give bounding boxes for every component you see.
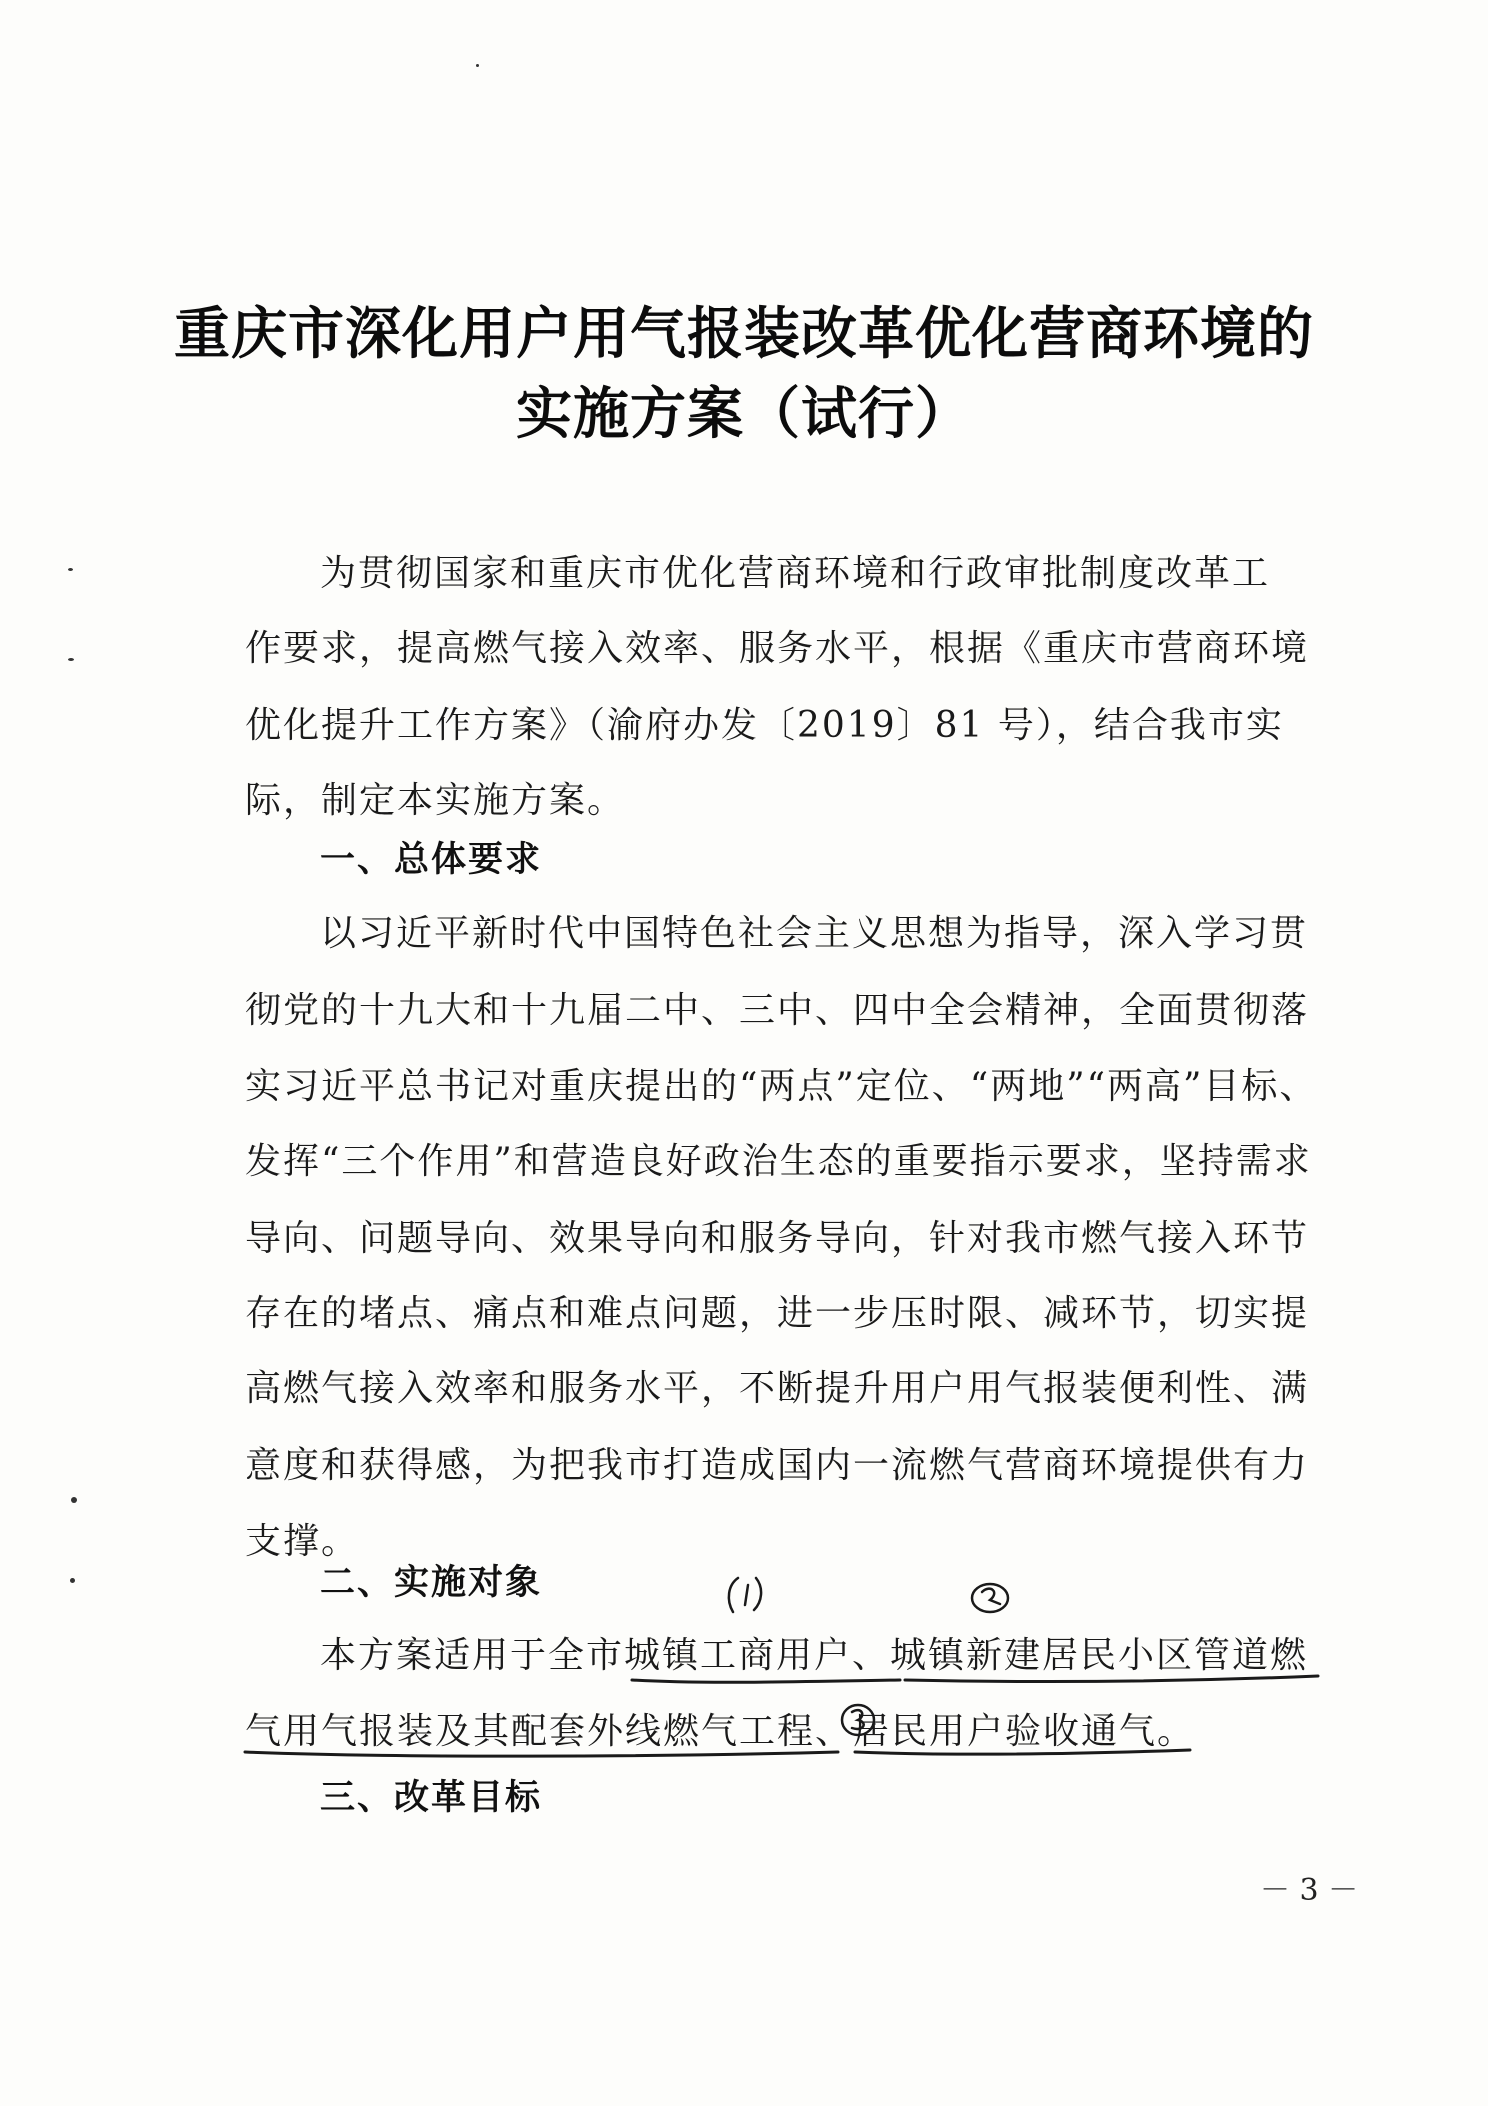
intro-line: 际，制定本实施方案。 — [245, 780, 626, 821]
section1-line: 导向、问题导向、效果导向和服务导向，针对我市燃气接入环节 — [245, 1218, 1310, 1259]
document-title-line1: 重庆市深化用户用气报装改革优化营商环境的 — [174, 301, 1314, 367]
scan-speck — [476, 64, 479, 67]
scan-speck — [70, 1578, 75, 1583]
section1-line: 高燃气接入效率和服务水平，不断提升用户用气报装便利性、满 — [245, 1368, 1310, 1409]
intro-line: 优化提升工作方案》（渝府办发〔2019〕81 号），结合我市实 — [245, 705, 1284, 746]
handwritten-mark-1 — [729, 1578, 738, 1612]
intro-line: 作要求，提高燃气接入效率、服务水平，根据《重庆市营商环境 — [245, 628, 1310, 669]
section-heading: 二、实施对象 — [320, 1563, 543, 1603]
handwritten-mark-1 — [745, 1585, 748, 1605]
section1-line: 意度和获得感，为把我市打造成国内一流燃气营商环境提供有力 — [245, 1445, 1310, 1486]
section1-line: 存在的堵点、痛点和难点问题，进一步压时限、减环节，切实提 — [245, 1293, 1310, 1334]
handwritten-mark-1 — [754, 1578, 761, 1610]
scan-speck — [68, 568, 73, 571]
section2-line: 本方案适用于全市城镇工商用户、城镇新建居民小区管道燃 — [320, 1635, 1309, 1676]
section1-line: 实习近平总书记对重庆提出的“两点”定位、“两地”“两高”目标、 — [245, 1066, 1318, 1107]
section1-line: 支撑。 — [245, 1521, 360, 1562]
section2-line: 气用气报装及其配套外线燃气工程、居民用户验收通气。 — [245, 1711, 1196, 1752]
section-heading: 三、改革目标 — [320, 1778, 543, 1818]
page-number: － 3 － — [1260, 1873, 1359, 1908]
section1-line: 发挥“三个作用”和营造良好政治生态的重要指示要求，坚持需求 — [245, 1141, 1312, 1182]
scan-speck — [68, 658, 74, 661]
handwritten-mark-2 — [982, 1589, 1000, 1604]
intro-line: 为贯彻国家和重庆市优化营商环境和行政审批制度改革工 — [320, 553, 1271, 594]
handwritten-underline — [632, 1680, 900, 1682]
handwritten-mark-2 — [972, 1584, 1008, 1612]
section1-line: 彻党的十九大和十九届二中、三中、四中全会精神，全面贯彻落 — [245, 990, 1310, 1031]
section1-line: 以习近平新时代中国特色社会主义思想为指导，深入学习贯 — [320, 913, 1309, 954]
scan-speck — [71, 1497, 77, 1503]
section-heading: 一、总体要求 — [320, 840, 543, 880]
document-title-line2: 实施方案（试行） — [516, 381, 972, 447]
